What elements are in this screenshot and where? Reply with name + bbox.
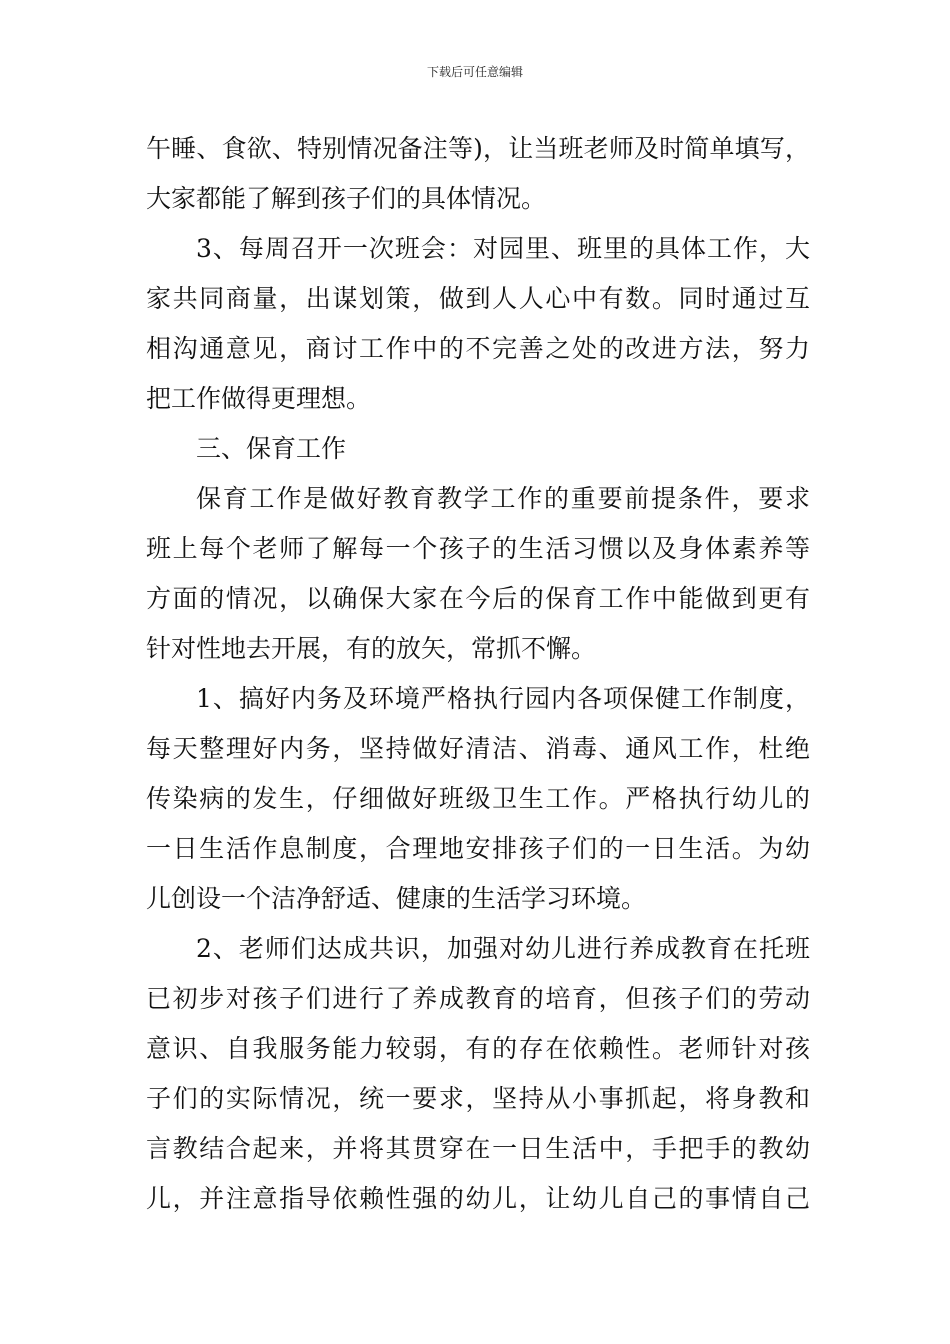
body-text-line: 方面的情况，以确保大家在今后的保育工作中能做到更有 bbox=[146, 584, 810, 613]
body-text-line: 三、保育工作 bbox=[196, 434, 347, 463]
body-text-line: 儿创设一个洁净舒适、健康的生活学习环境。 bbox=[146, 884, 647, 913]
body-text-line: 大家都能了解到孩子们的具体情况。 bbox=[146, 184, 547, 213]
body-text-line: 班上每个老师了解每一个孩子的生活习惯以及身体素养等 bbox=[146, 534, 810, 563]
body-text-line: 每天整理好内务，坚持做好清洁、消毒、通风工作，杜绝 bbox=[146, 734, 810, 763]
body-text-line: 意识、自我服务能力较弱，有的存在依赖性。老师针对孩 bbox=[146, 1034, 810, 1063]
body-text-line: 针对性地去开展，有的放矢，常抓不懈。 bbox=[146, 634, 597, 663]
body-text-line: 言教结合起来，并将其贯穿在一日生活中，手把手的教幼 bbox=[146, 1134, 810, 1163]
page-header: 下载后可任意编辑 bbox=[426, 65, 523, 79]
body-text-line: 保育工作是做好教育教学工作的重要前提条件，要求 bbox=[196, 484, 810, 513]
body-text-line: 1、搞好内务及环境严格执行园内各项保健工作制度， bbox=[196, 684, 810, 713]
body-text-line: 2、老师们达成共识，加强对幼儿进行养成教育在托班 bbox=[196, 934, 810, 963]
body-text-line: 一日生活作息制度，合理地安排孩子们的一日生活。为幼 bbox=[146, 834, 810, 863]
body-text-line: 相沟通意见，商讨工作中的不完善之处的改进方法，努力 bbox=[146, 334, 810, 363]
body-text-line: 已初步对孩子们进行了养成教育的培育，但孩子们的劳动 bbox=[146, 984, 810, 1013]
body-text-line: 午睡、食欲、特别情况备注等)，让当班老师及时简单填写， bbox=[146, 134, 810, 163]
body-text-line: 把工作做得更理想。 bbox=[146, 384, 372, 413]
body-text-line: 儿，并注意指导依赖性强的幼儿，让幼儿自己的事情自己 bbox=[146, 1184, 810, 1213]
body-text-line: 家共同商量，出谋划策，做到人人心中有数。同时通过互 bbox=[146, 284, 810, 313]
body-text-line: 传染病的发生，仔细做好班级卫生工作。严格执行幼儿的 bbox=[146, 784, 810, 813]
document-body bbox=[146, 124, 810, 1224]
body-text-line: 子们的实际情况，统一要求，坚持从小事抓起，将身教和 bbox=[146, 1084, 810, 1113]
body-text-line: 3、每周召开一次班会：对园里、班里的具体工作，大 bbox=[196, 234, 810, 263]
